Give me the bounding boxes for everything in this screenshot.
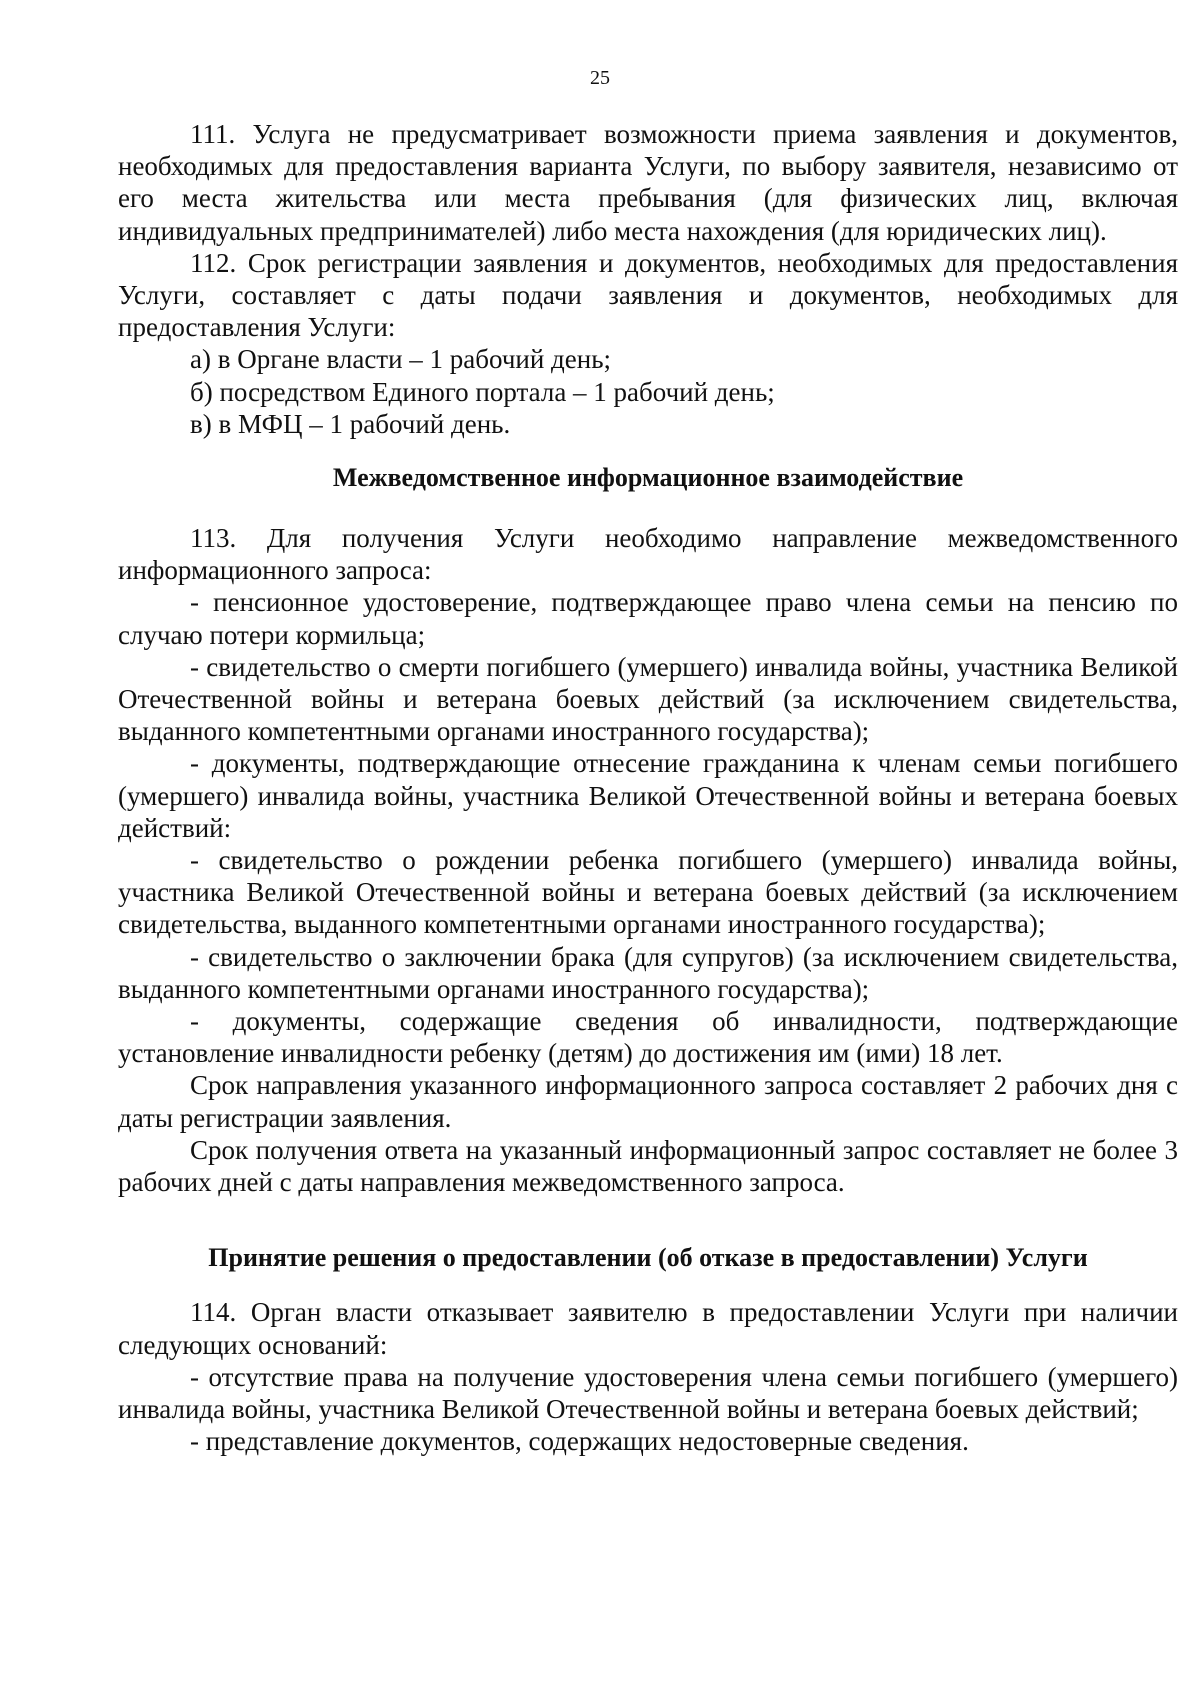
- paragraph-114-item-2: - представление документов, содержащих недостоверные сведения.: [190, 1426, 969, 1457]
- paragraph-113-item-6: - документы, содержащие сведения об инвалидности, подтверждающие установление инвалидности ребенку (детям) до достижения им (ими) 18 лет.: [118, 1006, 1178, 1069]
- document-body: [118, 118, 1178, 1457]
- page-number: 25: [590, 67, 610, 89]
- paragraph-113-item-4: - свидетельство о рождении ребенка погибшего (умершего) инвалида войны, участника Великой Отечественной войны и ветерана боевых действий (за исключением свидетельства, выданного компетентными органами иностранного государства);: [118, 845, 1178, 940]
- paragraph-113-item-2: - свидетельство о смерти погибшего (умершего) инвалида войны, участника Великой Отечественной войны и ветерана боевых действий (за исключением свидетельства, выданного компетентными органами иностранного государства);: [118, 651, 1178, 747]
- paragraph-113-item-5: - свидетельство о заключении брака (для супругов) (за исключением свидетельства, выданного компетентными органами иностранного государства);: [118, 941, 1178, 1004]
- paragraph-113-term-1: Срок направления указанного информационного запроса составляет 2 рабочих дня с даты регистрации заявления.: [118, 1070, 1178, 1133]
- paragraph-111: 111. Услуга не предусматривает возможности приема заявления и документов, необходимых для предоставления варианта Услуги, по выбору заявителя, независимо от его места жительства или места пребывания (для физических лиц, включая индивидуальных предпринимателей) либо места нахождения (для юридических лиц).: [118, 119, 1178, 246]
- paragraph-112-item-b: б) посредством Единого портала – 1 рабочий день;: [190, 376, 775, 407]
- spacer: [118, 440, 1178, 462]
- paragraph-114: 114. Орган власти отказывает заявителю в предоставлении Услуги при наличии следующих оснований:: [118, 1297, 1178, 1360]
- spacer: [118, 494, 1178, 522]
- paragraph-112-item-a: а) в Органе власти – 1 рабочий день;: [190, 344, 612, 375]
- spacer: [118, 1274, 1178, 1296]
- spacer: [118, 1198, 1178, 1242]
- paragraph-114-item-1: - отсутствие права на получение удостоверения члена семьи погибшего (умершего) инвалида войны, участника Великой Отечественной войны и ветерана боевых действий;: [118, 1361, 1178, 1424]
- paragraph-112-item-c: в) в МФЦ – 1 рабочий день.: [190, 408, 511, 439]
- section-heading-interagency: Межведомственное информационное взаимодействие: [332, 463, 964, 493]
- paragraph-113-item-3: - документы, подтверждающие отнесение гражданина к членам семьи погибшего (умершего) инвалида войны, участника Великой Отечественной войны и ветерана боевых действий:: [118, 748, 1178, 843]
- section-heading-decision: Принятие решения о предоставлении (об отказе в предоставлении) Услуги: [208, 1243, 1088, 1273]
- paragraph-113-item-1: - пенсионное удостоверение, подтверждающее право члена семьи на пенсию по случаю потери кормильца;: [118, 587, 1178, 650]
- paragraph-113: 113. Для получения Услуги необходимо направление межведомственного информационного запроса:: [118, 523, 1178, 586]
- paragraph-112: 112. Срок регистрации заявления и документов, необходимых для предоставления Услуги, составляет с даты подачи заявления и документов, необходимых для предоставления Услуги:: [118, 247, 1178, 343]
- paragraph-113-term-2: Срок получения ответа на указанный информационный запрос составляет не более 3 рабочих дней с даты направления межведомственного запроса.: [118, 1134, 1178, 1198]
